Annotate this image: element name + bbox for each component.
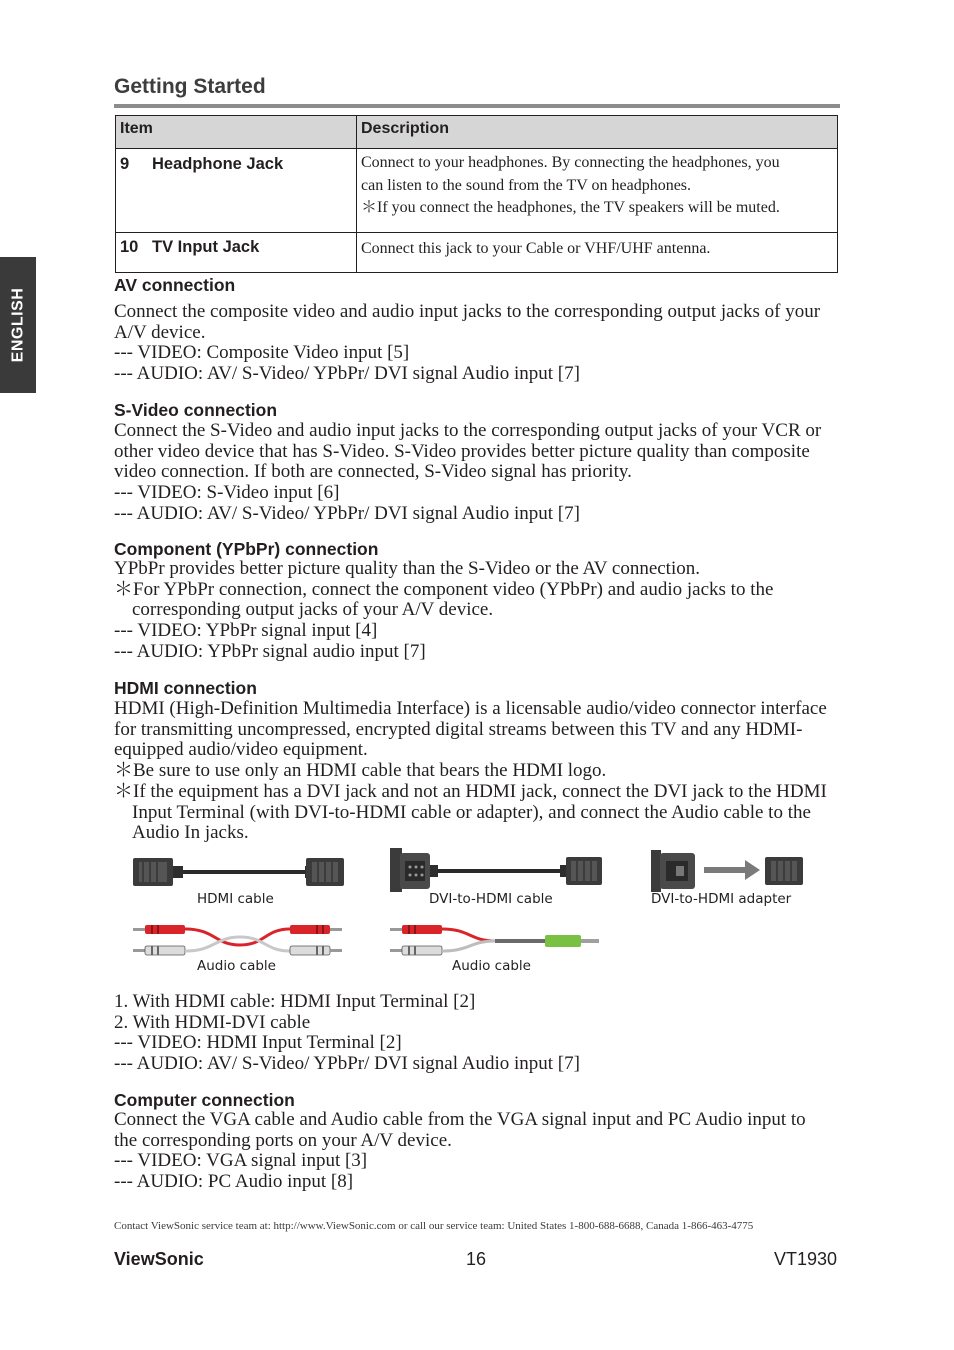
section-heading-av: AV connection	[114, 275, 236, 295]
body-line: --- AUDIO: AV/ S-Video/ YPbPr/ DVI signal Audio input [7]	[114, 502, 580, 524]
footer-model: VT1930	[774, 1249, 838, 1269]
hdmi-cable-icon	[133, 858, 344, 886]
caption-dvi-hdmi-adapter: DVI-to-HDMI adapter	[651, 891, 792, 907]
table-cell-description	[357, 149, 838, 233]
body-line: for transmitting uncompressed, encrypted digital streams between this TV and any HDMI-	[114, 718, 803, 740]
body-line: --- AUDIO: YPbPr signal audio input [7]	[114, 640, 426, 662]
body-line: 1. With HDMI cable: HDMI Input Terminal [2]	[114, 991, 476, 1012]
body-line: A/V device.	[114, 321, 206, 343]
table-cell-description	[357, 233, 838, 273]
body-note-cont: corresponding output jacks of your A/V device.	[132, 599, 494, 621]
body-line: --- AUDIO: AV/ S-Video/ YPbPr/ DVI signal Audio input [7]	[114, 1053, 580, 1075]
footer-page-number: 16	[466, 1249, 487, 1269]
body-line: --- VIDEO: YPbPr signal input [4]	[114, 620, 378, 642]
item-description-table	[115, 115, 838, 273]
caption-audio-cable-mini: Audio cable	[452, 958, 531, 974]
section-heading-computer: Computer connection	[114, 1090, 295, 1110]
table-header-item: Item	[116, 116, 357, 149]
body-note-cont: Input Terminal (with DVI-to-HDMI cable or adapter), and connect the Audio cable to the	[132, 801, 811, 823]
section-body-hdmi-options	[114, 992, 842, 1075]
item-name: Headphone Jack	[152, 155, 284, 173]
table-header-row	[116, 116, 838, 149]
footer-contact: Contact ViewSonic service team at: http://www.ViewSonic.com or call our service team: United States 1-800-688-6688, Canada 1-866-463-4775	[114, 1220, 754, 1232]
body-line: HDMI (High-Definition Multimedia Interface) is a licensable audio/video connector interface	[114, 698, 827, 719]
section-body-computer	[114, 1110, 842, 1193]
item-number: 9	[120, 155, 130, 173]
body-line: --- VIDEO: Composite Video input [5]	[114, 342, 410, 364]
page-title: Getting Started	[114, 75, 266, 98]
body-note: ＊Be sure to use only an HDMI cable that bears the HDMI logo.	[114, 760, 607, 782]
section-body-component	[114, 559, 842, 663]
table-row	[116, 149, 838, 233]
footer-brand: ViewSonic	[114, 1249, 204, 1269]
section-body-svideo	[114, 421, 842, 525]
language-tab	[0, 257, 36, 393]
section-body-av	[114, 302, 842, 385]
table-cell-item	[116, 149, 357, 233]
title-rule	[114, 104, 840, 108]
cable-illustrations	[0, 845, 954, 975]
caption-dvi-hdmi-cable: DVI-to-HDMI cable	[429, 891, 553, 907]
caption-hdmi-cable: HDMI cable	[197, 891, 274, 907]
table-header-description: Description	[357, 116, 838, 149]
item-number: 10	[120, 238, 139, 256]
section-heading-component: Component (YPbPr) connection	[114, 539, 379, 559]
body-line: Connect the VGA cable and Audio cable from the VGA signal input and PC Audio input to	[114, 1109, 806, 1130]
rca-audio-cable-icon	[133, 925, 342, 955]
item-name: TV Input Jack	[152, 238, 260, 256]
body-line: Connect the S-Video and audio input jacks to the corresponding output jacks of your VCR or	[114, 420, 822, 441]
description-note: ＊If you connect the headphones, the TV speakers will be muted.	[361, 199, 780, 216]
description-line: can listen to the sound from the TV on headphones.	[361, 176, 692, 194]
body-line: --- VIDEO: VGA signal input [3]	[114, 1150, 368, 1172]
description-line: Connect this jack to your Cable or VHF/UHF antenna.	[361, 240, 711, 257]
body-line: equipped audio/video equipment.	[114, 739, 368, 761]
body-note: ＊If the equipment has a DVI jack and not an HDMI jack, connect the DVI jack to the HDMI	[114, 780, 827, 802]
dvi-to-hdmi-adapter-icon	[651, 850, 803, 892]
section-body-hdmi	[114, 699, 842, 844]
section-heading-hdmi: HDMI connection	[114, 678, 257, 698]
body-note-cont: Audio In jacks.	[132, 822, 249, 844]
section-heading-svideo: S-Video connection	[114, 400, 278, 420]
language-tab-label: ENGLISH	[9, 287, 26, 363]
body-line: --- AUDIO: PC Audio input [8]	[114, 1171, 354, 1193]
body-line: Connect the composite video and audio input jacks to the corresponding output jacks of your	[114, 301, 821, 322]
body-line: --- VIDEO: S-Video input [6]	[114, 482, 340, 504]
body-line: --- VIDEO: HDMI Input Terminal [2]	[114, 1032, 402, 1054]
body-line: 2. With HDMI-DVI cable	[114, 1011, 311, 1033]
dvi-to-hdmi-cable-icon	[390, 848, 602, 892]
table-row	[116, 233, 838, 273]
rca-to-minijack-audio-cable-icon	[390, 925, 599, 955]
table-cell-item	[116, 233, 357, 273]
body-line: video connection. If both are connected, S-Video signal has priority.	[114, 461, 632, 483]
body-line: other video device that has S-Video. S-Video provides better picture quality than composite	[114, 440, 810, 462]
description-line: Connect to your headphones. By connecting the headphones, you	[361, 154, 780, 171]
body-line: the corresponding ports on your A/V device.	[114, 1129, 452, 1151]
body-line: --- AUDIO: AV/ S-Video/ YPbPr/ DVI signal Audio input [7]	[114, 363, 580, 385]
caption-audio-cable-rca: Audio cable	[197, 958, 276, 974]
body-line: YPbPr provides better picture quality than the S-Video or the AV connection.	[114, 558, 700, 579]
body-note: ＊For YPbPr connection, connect the component video (YPbPr) and audio jacks to the	[114, 578, 774, 600]
